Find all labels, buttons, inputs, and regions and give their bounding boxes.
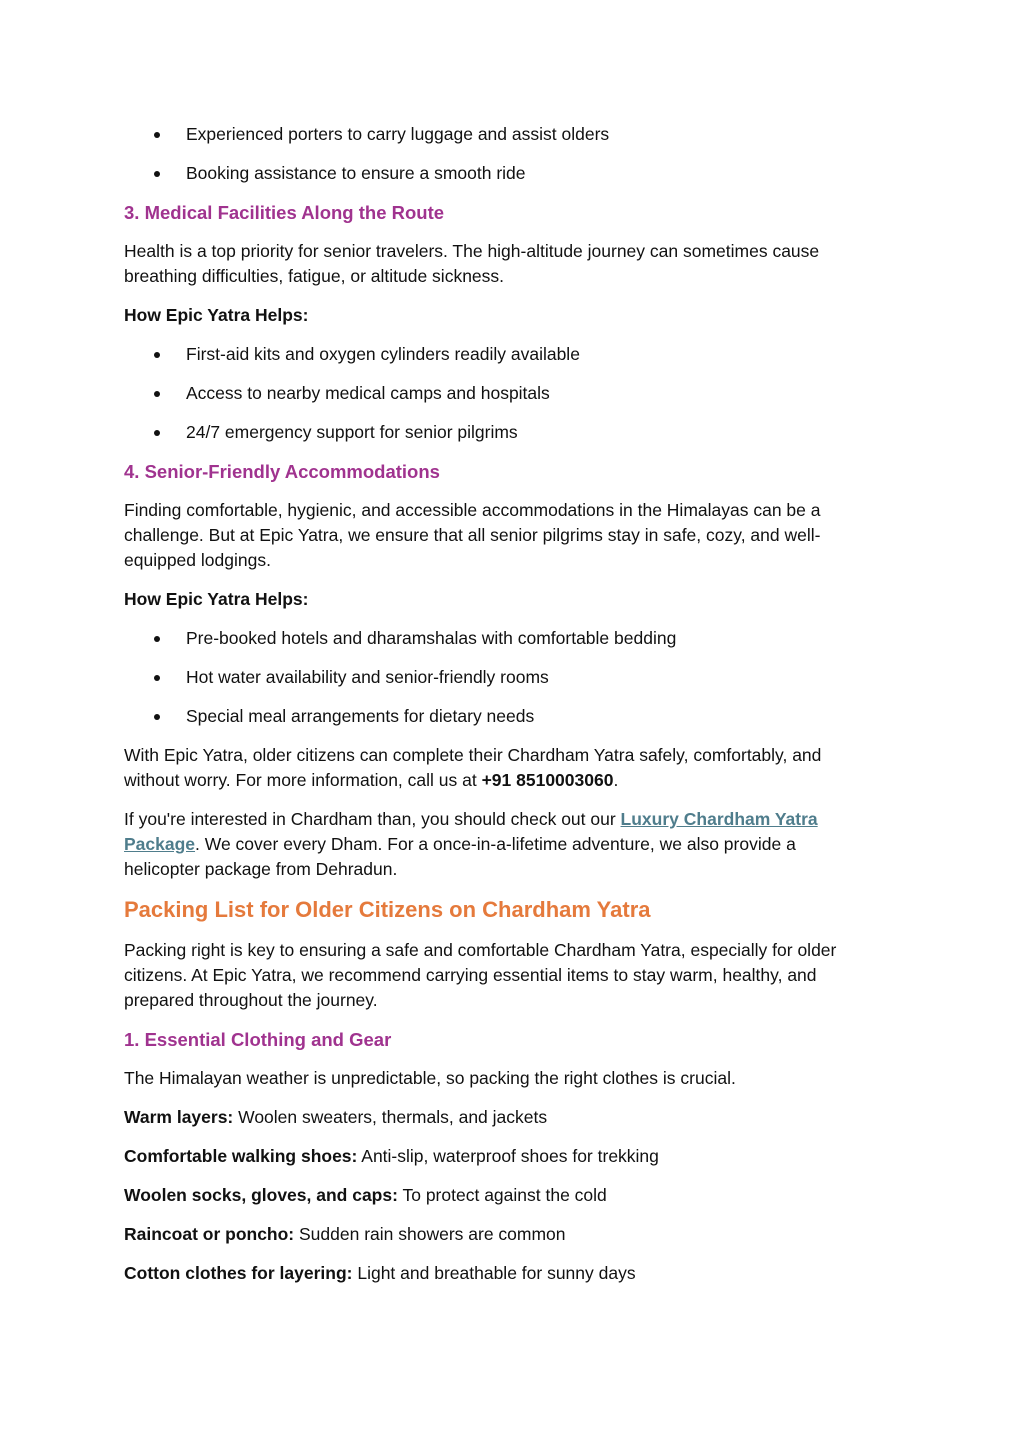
top-bullet-list bbox=[124, 122, 869, 186]
bullet-icon bbox=[154, 391, 160, 397]
packing-sub1-heading: 1. Essential Clothing and Gear bbox=[124, 1029, 392, 1050]
section3-bullet-list bbox=[124, 342, 869, 445]
section3-helps-label: How Epic Yatra Helps: bbox=[124, 305, 309, 325]
bullet-icon bbox=[154, 132, 160, 138]
packing-item: Cotton clothes for layering: Light and breathable for sunny days bbox=[124, 1263, 636, 1283]
bullet-icon bbox=[154, 430, 160, 436]
luxury-package-link[interactable]: Luxury Chardham Yatra Package bbox=[124, 809, 818, 854]
list-item: Pre-booked hotels and dharamshalas with comfortable bedding bbox=[124, 626, 869, 651]
packing-item: Warm layers: Woolen sweaters, thermals, and jackets bbox=[124, 1107, 548, 1127]
closing-paragraph: With Epic Yatra, older citizens can complete their Chardham Yatra safely, comfortably, and without worry. For more information, call us at +91 8510003060. bbox=[124, 745, 822, 790]
section4-intro: Finding comfortable, hygienic, and accessible accommodations in the Himalayas can be a challenge. But at Epic Yatra, we ensure that all senior pilgrims stay in safe, cozy, and well-equipped lodgings. bbox=[124, 500, 821, 570]
list-item: Experienced porters to carry luggage and assist olders bbox=[124, 122, 869, 147]
document-page bbox=[124, 122, 869, 1300]
packing-sub1-intro: The Himalayan weather is unpredictable, so packing the right clothes is crucial. bbox=[124, 1068, 736, 1088]
bullet-icon bbox=[154, 171, 160, 177]
packing-item: Raincoat or poncho: Sudden rain showers are common bbox=[124, 1224, 566, 1244]
phone-number: +91 8510003060 bbox=[481, 770, 614, 790]
list-item: Special meal arrangements for dietary needs bbox=[124, 704, 869, 729]
bullet-icon bbox=[154, 714, 160, 720]
packing-item: Comfortable walking shoes: Anti-slip, waterproof shoes for trekking bbox=[124, 1146, 659, 1166]
packing-item: Woolen socks, gloves, and caps: To protect against the cold bbox=[124, 1185, 607, 1205]
section3-heading: 3. Medical Facilities Along the Route bbox=[124, 202, 445, 223]
list-item: Access to nearby medical camps and hospitals bbox=[124, 381, 869, 406]
section3-intro: Health is a top priority for senior travelers. The high-altitude journey can sometimes cause breathing difficulties, fatigue, or altitude sickness. bbox=[124, 241, 820, 286]
section4-helps-label: How Epic Yatra Helps: bbox=[124, 589, 309, 609]
packing-intro: Packing right is key to ensuring a safe and comfortable Chardham Yatra, especially for older citizens. At Epic Yatra, we recommend carrying essential items to stay warm, healthy, and prepared throughout the journey. bbox=[124, 940, 837, 1010]
bullet-icon bbox=[154, 352, 160, 358]
list-item: Booking assistance to ensure a smooth ride bbox=[124, 161, 869, 186]
interest-paragraph: If you're interested in Chardham than, you should check out our Luxury Chardham Yatra Package. We cover every Dham. For a once-in-a-lifetime adventure, we also provide a helicopter package from Dehradun. bbox=[124, 809, 818, 879]
section4-heading: 4. Senior-Friendly Accommodations bbox=[124, 461, 440, 482]
bullet-icon bbox=[154, 636, 160, 642]
packing-heading: Packing List for Older Citizens on Chardham Yatra bbox=[124, 897, 651, 922]
list-item: 24/7 emergency support for senior pilgrims bbox=[124, 420, 869, 445]
bullet-icon bbox=[154, 675, 160, 681]
section4-bullet-list bbox=[124, 626, 869, 729]
list-item: First-aid kits and oxygen cylinders readily available bbox=[124, 342, 869, 367]
list-item: Hot water availability and senior-friendly rooms bbox=[124, 665, 869, 690]
